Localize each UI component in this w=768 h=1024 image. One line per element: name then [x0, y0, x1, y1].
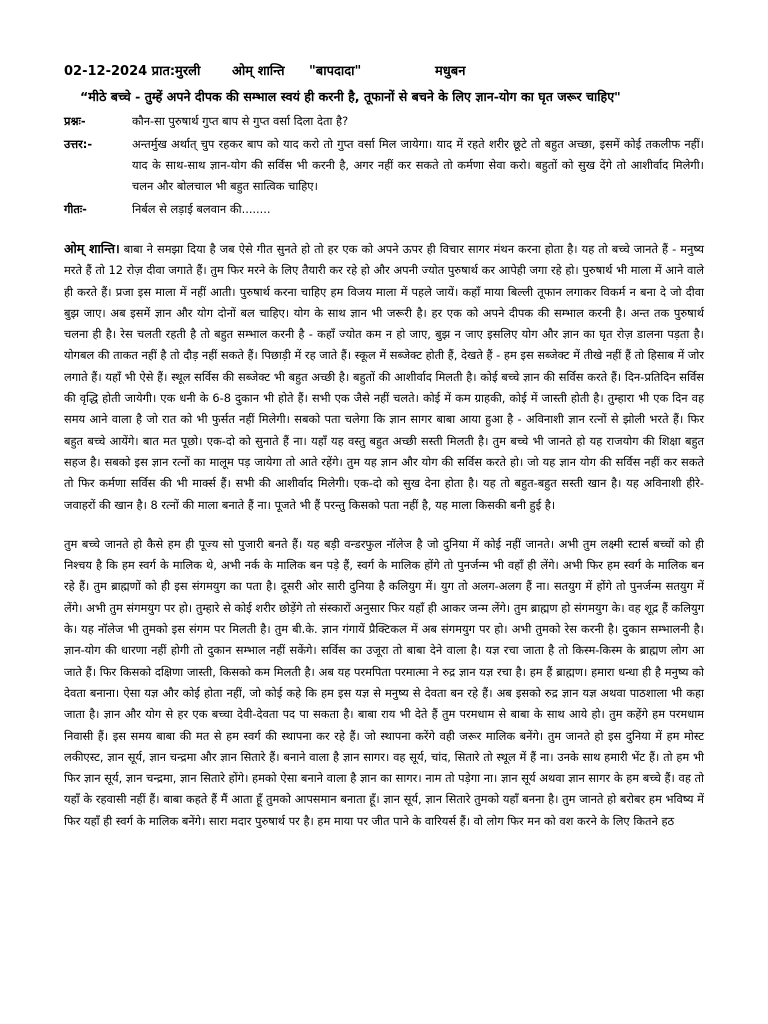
song-text: निर्बल से लड़ाई बलवान की........ — [132, 202, 271, 216]
song-row — [64, 199, 704, 220]
paragraph-1 — [64, 238, 704, 516]
date-label: 02-12-2024 प्रात:मुरली — [64, 64, 201, 79]
song-label: गीतः- — [64, 202, 87, 216]
bapdada-label: "बापदादा" — [309, 64, 362, 79]
slogan-title: “मीठे बच्चे - तुम्हें अपने दीपक की सम्भाल स्वयं ही करनी है, तूफानों से बचने के लिए ज्ञान-योग का घृत जरूर चाहिए" — [80, 89, 621, 104]
paragraph-2: तुम बच्चे जानते हो कैसे हम ही पूज्य सो पुजारी बनते हैं। यह बड़ी वन्डरफुल नॉलेज है जो दुनिया में कोई नहीं जानते। अभी तुम लक्ष्मी स्टार्स बच्चों को ही निश्चय है कि हम स्वर्ग के मालिक थे, अभी नर्क के मालिक बन पड़े हैं, स्वर्ग के मालिक होंगे तो पुनर्जन्म भी वहाँ ही लेंगे। अभी फिर हम स्वर्ग के मालिक बन रहे हैं। तुम ब्राह्मणों को ही इस संगमयुग का पता है। दूसरी ओर सारी दुनिया है कलियुग में। युग तो अलग-अलग हैं ना। सतयुग में होंगे तो पुनर्जन्म सतयुग में लेंगे। अभी तुम संगमयुग पर हो। तुम्हारे से कोई शरीर छोड़ेंगे तो संस्कारों अनुसार फिर यहाँ ही आकर जन्म लेंगे। तुम ब्राह्मण हो संगमयुग के। वह शूद्र हैं कलियुग के। यह नॉलेज भी तुमको इस संगम पर मिलती है। तुम बी.के. ज्ञान गंगायें प्रैक्टिकल में अब संगमयुग पर हो। अभी तुमको रेस करनी है। दुकान सम्भालनी है। ज्ञान-योग की धारणा नहीं होगी तो दुकान सम्भाल नहीं सकेंगे। सर्विस का उजूरा तो बाबा देने वाला है। यज्ञ रचा जाता है तो किस्म-किस्म के ब्राह्मण लोग आ जाते हैं। फिर किसको दक्षिणा जास्ती, किसको कम मिलती है। अब यह परमपिता परमात्मा ने रुद्र ज्ञान यज्ञ रचा है। हम हैं ब्राह्मण। हमारा धन्धा ही है मनुष्य को देवता बनाना। ऐसा यज्ञ और कोई होता नहीं, जो कोई कहे कि हम इस यज्ञ से मनुष्य से देवता बन रहे हैं। अब इसको रुद्र ज्ञान यज्ञ अथवा पाठशाला भी कहा जाता है। ज्ञान और योग से हर एक बच्चा देवी-देवता पद पा सकता है। बाबा राय भी देते हैं तुम परमधाम से बाबा के साथ आये हो। तुम कहेंगे हम परमधाम निवासी हैं। इस समय बाबा की मत से हम स्वर्ग की स्थापना कर रहे हैं। जो स्थापना करेंगे वही जरूर मालिक बनेंगे। तुम जानते हो इस दुनिया में हम मोस्ट लकीएस्ट, ज्ञान सूर्य, ज्ञान चन्द्रमा और ज्ञान सितारे हैं। बनाने वाला है ज्ञान सागर। वह सूर्य, चांद, सितारे तो स्थूल में हैं ना। उनके साथ हमारी भेंट हैं। तो हम भी फिर ज्ञान सूर्य, ज्ञान चन्द्रमा, ज्ञान सितारे होंगे। हमको ऐसा बनाने वाला है ज्ञान का सागर। नाम तो पड़ेगा ना। ज्ञान सूर्य अथवा ज्ञान सागर के हम बच्चे हैं। वह तो यहाँ के रहवासी नहीं हैं। बाबा कहते हैं मैं आता हूँ तुमको आपसमान बनाता हूँ। ज्ञान सूर्य, ज्ञान सितारे तुमको यहाँ बनना है। तुम जानते हो बरोबर हम भविष्य में फिर यहाँ ही स्वर्ग के मालिक बनेंगे। सारा मदार पुरुषार्थ पर है। हम माया पर जीत पाने के वारियर्स हैं। वो लोग फिर मन को वश करने के लिए कितने हठ — [64, 536, 704, 828]
paragraph-1-lead: ओम् शान्ति। — [64, 241, 120, 256]
paragraph-1-body: बाबा ने समझा दिया है जब ऐसे गीत सुनते हो तो हर एक को अपने ऊपर ही विचार सागर मंथन करना होता है। यह तो बच्चे जानते हैं - मनुष्य मरते हैं तो 12 रोज़ दीवा जगाते हैं। तुम फिर मरने के लिए तैयारी कर रहे हो और अपनी ज्योत पुरुषार्थ कर आपेही जगा रहे हो। पुरुषार्थ भी माला में आने वाले ही करते हैं। प्रजा इस माला में नहीं आती। पुरुषार्थ करना चाहिए हम विजय माला में पहले जायें। कहाँ माया बिल्ली तूफान लगाकर विकर्म न बना दे जो दीवा बुझ जाए। अब इसमें ज्ञान और योग दोनों बल चाहिए। योग के साथ ज्ञान भी जरूरी है। हर एक को अपने दीपक की सम्भाल करनी है। अन्त तक पुरुषार्थ चलना ही है। रेस चलती रहती है तो बहुत सम्भाल करनी है - कहाँ ज्योत कम न हो जाए, बुझ न जाए इसलिए योग और ज्ञान का घृत रोज़ डालना पड़ता है। योगबल की ताकत नहीं है तो दौड़ नहीं सकते हैं। पिछाड़ी में रह जाते हैं। स्कूल में सब्जेक्ट होती हैं, देखते हैं - हम इस सब्जेक्ट में तीखे नहीं हैं तो हिसाब में जोर लगाते हैं। यहाँ भी ऐसे हैं। स्थूल सर्विस की सब्जेक्ट भी बहुत अच्छी है। बहुतों की आशीर्वाद मिलती है। कोई बच्चे ज्ञान की सर्विस करते हैं। दिन-प्रतिदिन सर्विस की वृद्धि होती जायेगी। एक धनी के 6-8 दुकान भी होते हैं। सभी एक जैसे नहीं चलते। कोई में कम ग्राहकी, कोई में जास्ती होती है। तुम्हारा भी एक दिन वह समय आने वाला है जो रात को भी फुर्सत नहीं मिलेगी। सबको पता चलेगा कि ज्ञान सागर बाबा आया हुआ है - अविनाशी ज्ञान रत्नों से झोली भरते हैं। फिर बहुत बच्चे आयेंगे। बात मत पूछो। एक-दो को सुनाते हैं ना। यहाँ यह वस्तु बहुत अच्छी सस्ती मिलती है। तुम बच्चे भी जानते हो यह राजयोग की शिक्षा बहुत सहज है। सबको इस ज्ञान रत्नों का मालूम पड़ जायेगा तो आते रहेंगे। तुम यह ज्ञान और योग की सर्विस करते हो। जो यह ज्ञान योग की सर्विस नहीं कर सकते तो फिर कर्मणा सर्विस की भी मार्क्स हैं। सभी की आशीर्वाद मिलेगी। एक-दो को सुख देना होता है। यह तो बहुत-बहुत सस्ती खान है। यह अविनाशी हीरे-जवाहरों की खान है। 8 रत्नों की माला बनाते हैं ना। पूजते भी हैं परन्तु किसको पता नहीं है, यह माला किसकी बनी हुई है। — [64, 242, 704, 512]
header-line — [64, 62, 704, 82]
answer-text: अन्तर्मुख अर्थात् चुप रहकर बाप को याद करो तो गुप्त वर्सा मिल जायेगा। याद में रहते शरीर छूटे तो बहुत अच्छा, इसमें कोई तकलीफ नहीं। याद के साथ-साथ ज्ञान-योग की सर्विस भी करनी है, अगर नहीं कर सकते तो कर्मणा सेवा करो। बहुतों को सुख देंगे तो आशीर्वाद मिलेगी। चलन और बोलचाल भी बहुत सात्विक चाहिए। — [132, 137, 704, 193]
question-label: प्रश्नः- — [64, 114, 86, 128]
question-row — [64, 111, 704, 132]
answer-label: उत्तर:- — [64, 137, 93, 151]
om-shanti-label: ओम् शान्ति — [232, 64, 285, 79]
answer-row — [64, 134, 704, 197]
question-text: कौन-सा पुरुषार्थ गुप्त बाप से गुप्त वर्सा दिला देता है? — [132, 114, 349, 128]
place-label: मधुबन — [435, 64, 466, 79]
